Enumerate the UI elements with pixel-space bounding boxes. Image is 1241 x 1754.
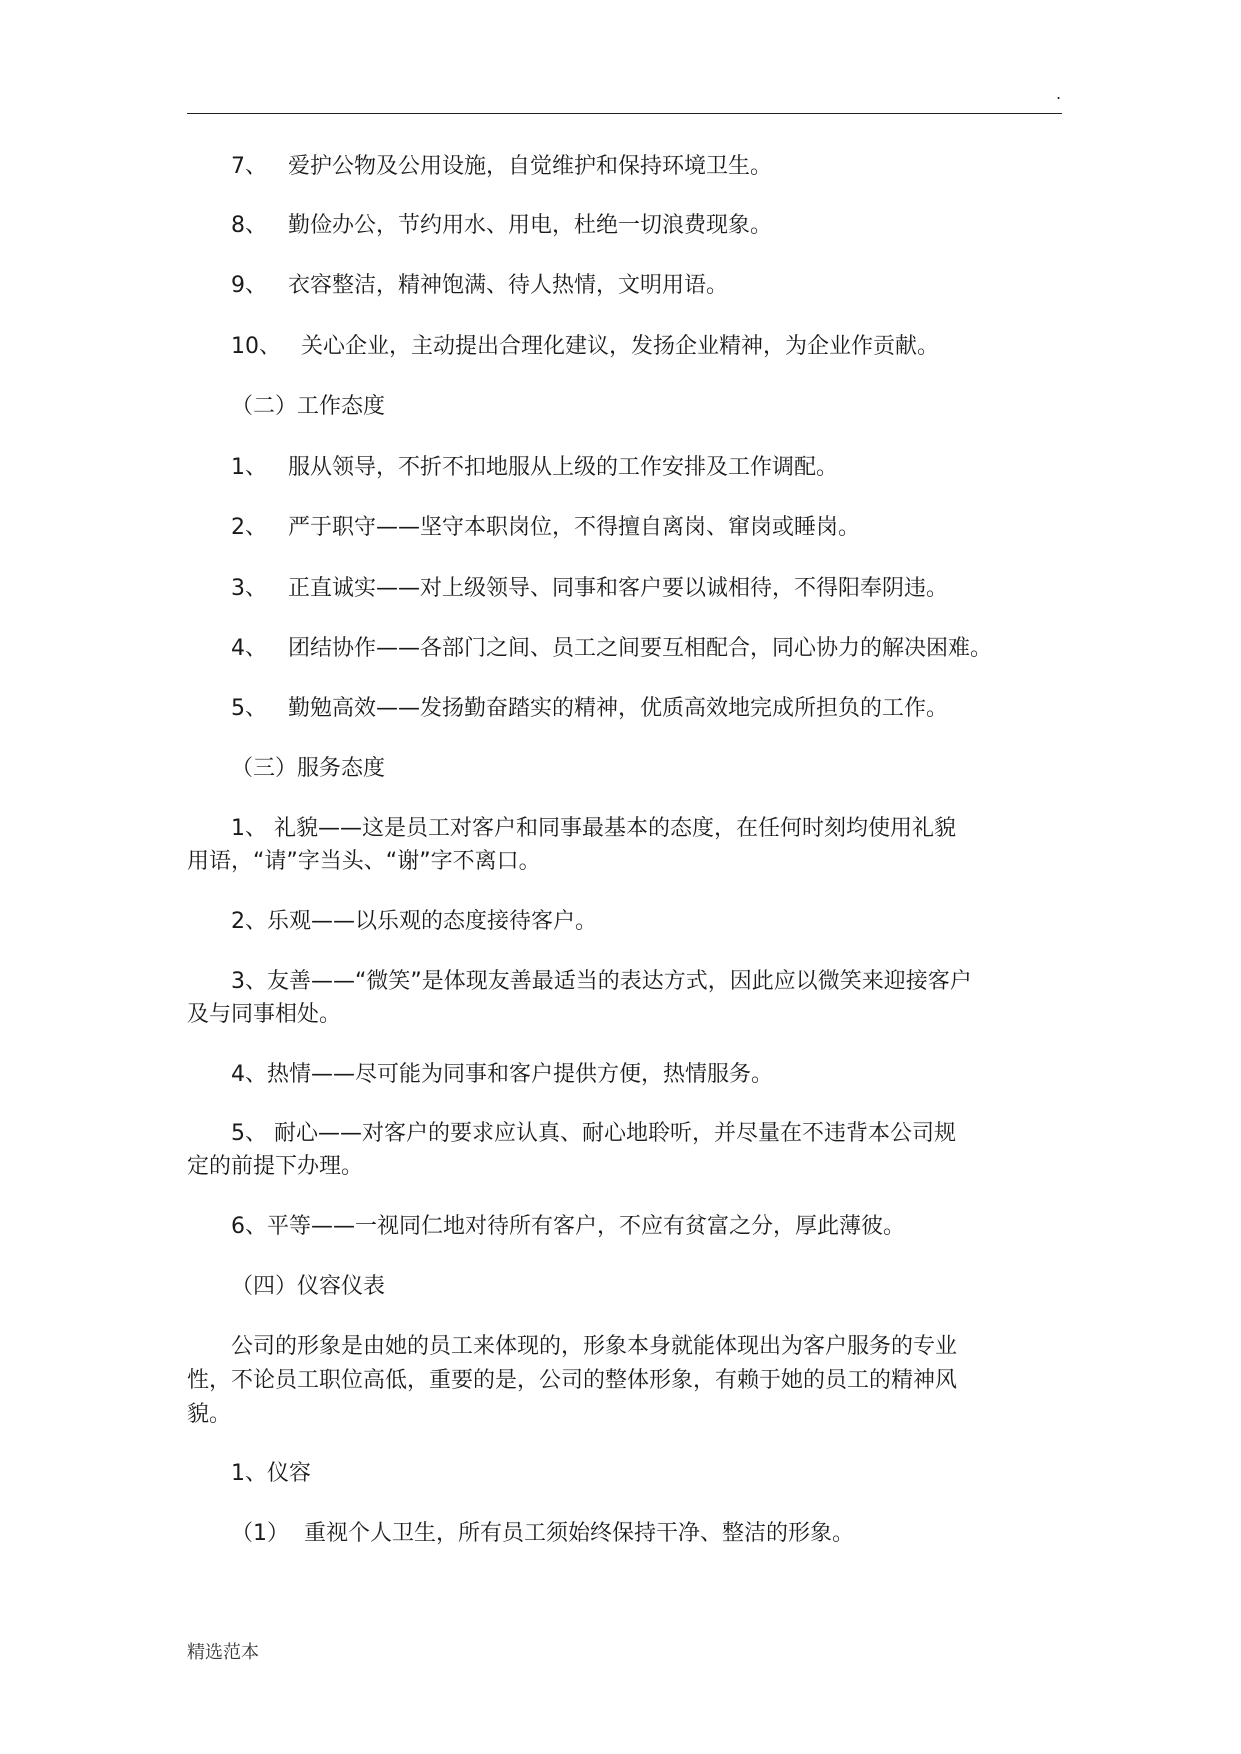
- header-mark: .: [1056, 84, 1062, 103]
- item-number: 4、: [231, 636, 267, 661]
- list-item: [231, 150, 772, 184]
- item-text: 勤俭办公，节约用水、用电，杜绝一切浪费现象。: [288, 213, 773, 238]
- list-item: [231, 209, 772, 243]
- item-number: 10、: [231, 334, 281, 359]
- list-item-line: 1、 礼貌——这是员工对客户和同事最基本的态度，在任何时刻均使用礼貌: [231, 816, 956, 841]
- list-item: [231, 451, 838, 485]
- item-number: 8、: [231, 213, 267, 238]
- item-text: 关心企业，主动提出合理化建议，发扬企业精神，为企业作贡献。: [301, 334, 940, 359]
- item-number: （1）: [231, 1521, 289, 1546]
- section-heading: （二）工作态度: [231, 394, 386, 419]
- header-rule: [187, 113, 1062, 114]
- list-item: [231, 692, 948, 726]
- item-number: 9、: [231, 273, 267, 298]
- list-item: 6、平等——一视同仁地对待所有客户，不应有贫富之分，厚此薄彼。: [231, 1214, 905, 1239]
- list-item: [231, 572, 948, 606]
- list-item: [231, 269, 728, 303]
- item-text: 重视个人卫生，所有员工须始终保持干净、整洁的形象。: [304, 1521, 855, 1546]
- item-text: 严于职守——坚守本职岗位，不得擅自离岗、窜岗或睡岗。: [288, 515, 861, 540]
- item-text: 团结协作——各部门之间、员工之间要互相配合，同心协力的解决困难。: [288, 636, 993, 661]
- list-item: [231, 330, 939, 364]
- list-item: 2、乐观——以乐观的态度接待客户。: [231, 909, 597, 934]
- item-text: 爱护公物及公用设施，自觉维护和保持环境卫生。: [288, 154, 773, 179]
- list-item-line: 及与同事相处。: [187, 1002, 342, 1027]
- item-text: 勤勉高效——发扬勤奋踏实的精神，优质高效地完成所担负的工作。: [288, 696, 949, 721]
- paragraph-line: 公司的形象是由她的员工来体现的，形象本身就能体现出为客户服务的专业: [231, 1334, 958, 1359]
- item-text: 正直诚实——对上级领导、同事和客户要以诚相待，不得阳奉阴违。: [288, 576, 949, 601]
- item-text: 衣容整洁，精神饱满、待人热情，文明用语。: [288, 273, 729, 298]
- list-item-line: 用语，“请”字当头、“谢”字不离口。: [187, 849, 541, 874]
- paragraph-line: 貌。: [187, 1402, 232, 1427]
- list-item-line: 5、 耐心——对客户的要求应认真、耐心地聆听，并尽量在不违背本公司规: [231, 1121, 956, 1146]
- item-number: 5、: [231, 696, 267, 721]
- item-number: 3、: [231, 576, 267, 601]
- item-number: 1、: [231, 455, 267, 480]
- list-item: 4、热情——尽可能为同事和客户提供方便，热情服务。: [231, 1062, 773, 1087]
- item-text: 服从领导，不折不扣地服从上级的工作安排及工作调配。: [288, 455, 839, 480]
- paragraph-line: 性，不论员工职位高低，重要的是，公司的整体形象，有赖于她的员工的精神风: [187, 1368, 958, 1393]
- list-item-line: 3、友善——“微笑”是体现友善最适当的表达方式，因此应以微笑来迎接客户: [231, 969, 972, 994]
- list-item: [231, 511, 860, 545]
- item-number: 2、: [231, 515, 267, 540]
- footer-text: 精选范本: [187, 1642, 259, 1663]
- list-item: [231, 1517, 854, 1551]
- sub-heading: 1、仪容: [231, 1461, 311, 1486]
- section-heading: （三）服务态度: [231, 756, 386, 781]
- item-number: 7、: [231, 154, 267, 179]
- list-item-line: 定的前提下办理。: [187, 1154, 364, 1179]
- section-heading: （四）仪容仪表: [231, 1274, 386, 1299]
- list-item: [231, 632, 992, 666]
